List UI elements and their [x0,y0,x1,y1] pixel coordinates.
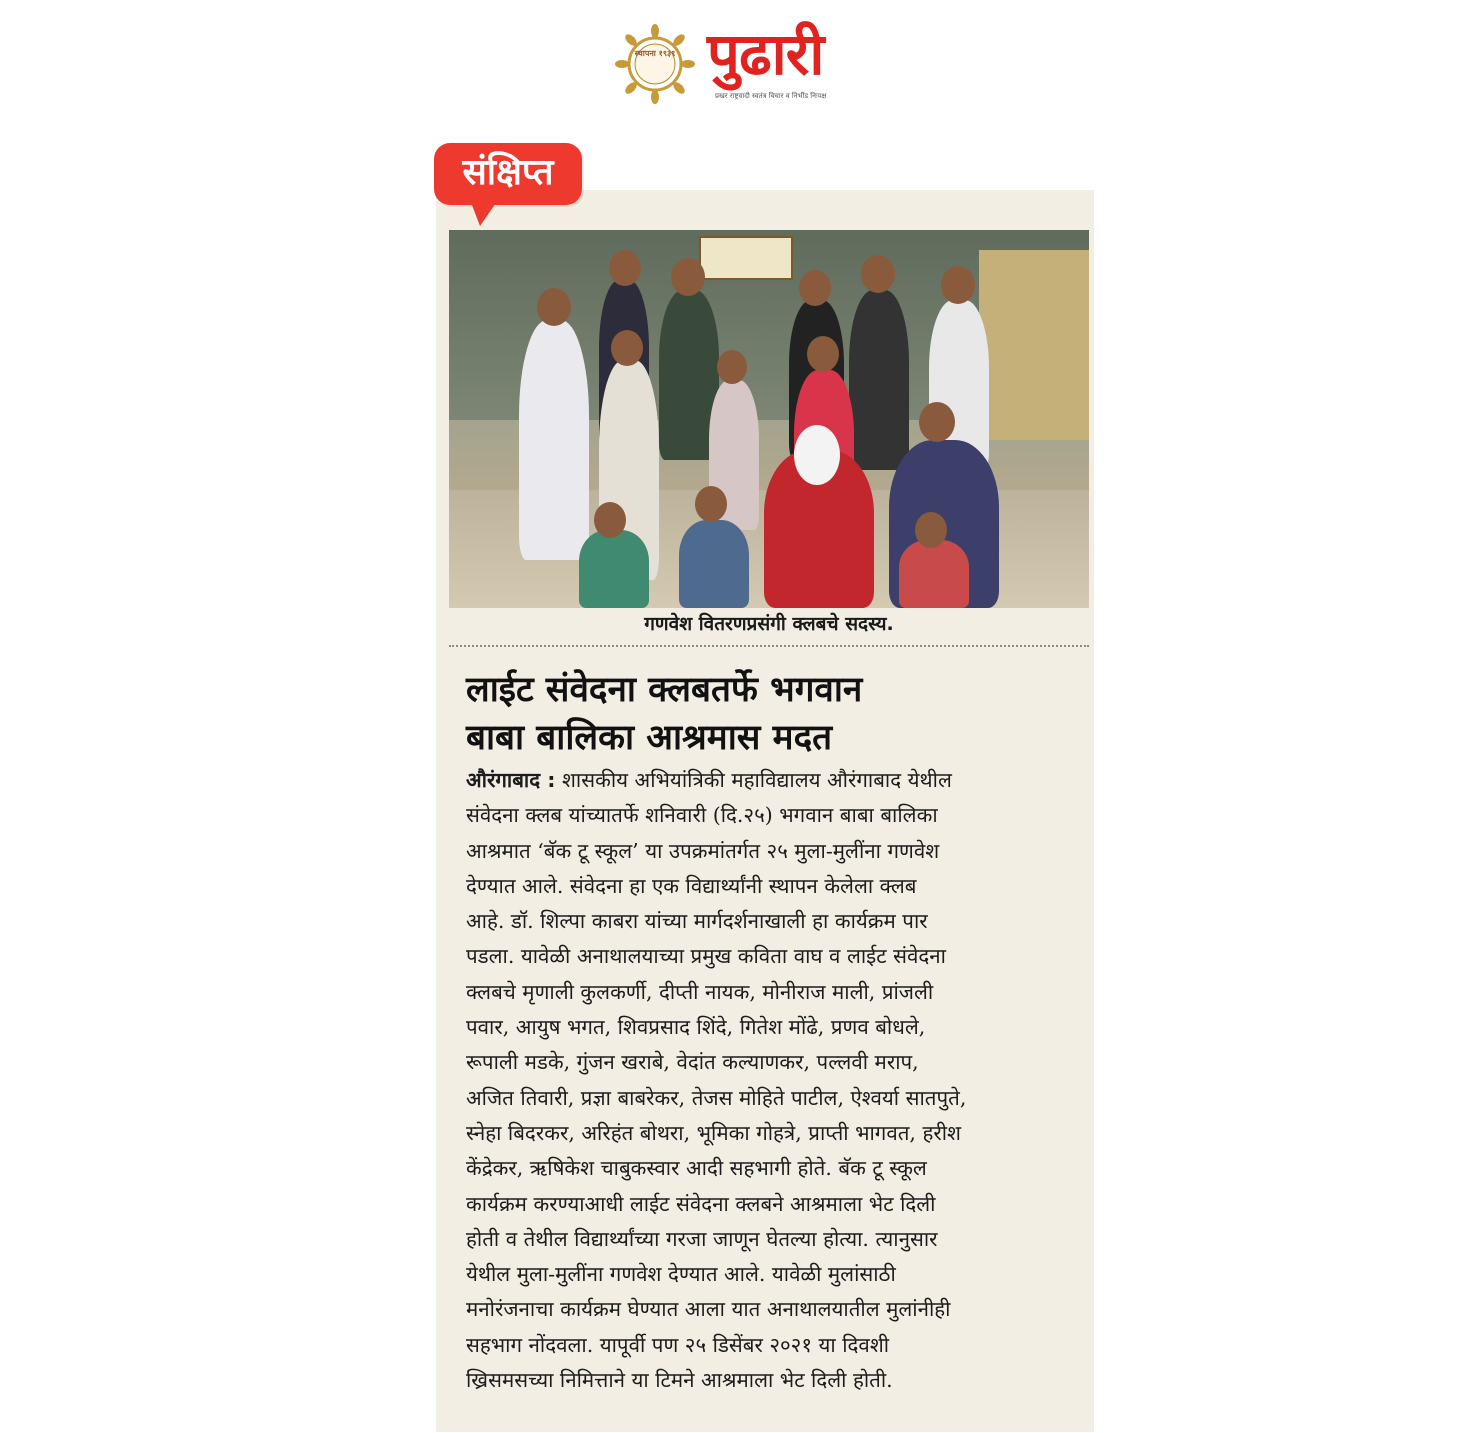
body-line: देण्यात आले. संवेदना हा एक विद्यार्थ्यांनी स्थापन केलेला क्लब [466,873,917,898]
body-line: क्लबचे मृणाली कुलकर्णी, दीप्ती नायक, मोनीराज माली, प्रांजली [466,979,934,1004]
body-line [466,763,1076,798]
photo-person-head [537,288,571,326]
body-line: रूपाली मडके, गुंजन खराबे, वेदांत कल्याणकर, पल्लवी मराप, [466,1050,919,1075]
body-line: सहभाग नोंदवला. यापूर्वी पण २५ डिसेंबर २०२१ या दिवशी [466,1332,890,1357]
body-line: आश्रमात ‘बॅक टू स्कूल’ या उपक्रमांतर्गत २५ मुला-मुलींना गणवेश [466,838,940,863]
photo-person-head [671,258,705,296]
photo-person [679,520,749,608]
caption-divider [449,645,1089,647]
body-line: संवेदना क्लब यांच्यातर्फे शनिवारी (दि.२५) भगवान बाबा बालिका [466,803,938,828]
masthead [615,20,885,104]
photo-person-head [915,512,947,548]
photo-person-head [807,336,839,372]
body-line: मनोरंजनाचा कार्यक्रम घेण्यात आला यात अनाथालयातील मुलांनीही [466,1297,951,1322]
photo-person-head [861,255,895,293]
photo-person-head [919,402,955,442]
photo-person-head [611,330,643,366]
section-tag: संक्षिप्त [462,152,554,193]
newspaper-logo: पुढारी [707,20,824,88]
body-line: पडला. यावेळी अनाथालयाच्या प्रमुख कविता वाघ व लाईट संवेदना [466,944,946,969]
body-line: केंद्रेकर, ऋषिकेश चाबुकस्वार आदी सहभागी होते. बॅक टू स्कूल [466,1156,927,1181]
body-line: होती व तेथील विद्यार्थ्यांच्या गरजा जाणून घेतल्या होत्या. त्यानुसार [466,1226,938,1251]
headline-line: लाईट संवेदना क्लबतर्फे भगवान [466,670,863,710]
photo-person-head [717,350,747,384]
photo-person [899,540,969,608]
body-line: कार्यक्रम करण्याआधी लाईट संवेदना क्लबने आश्रमाला भेट दिली [466,1191,936,1216]
photo-door [979,250,1089,440]
group-photo [449,230,1089,608]
body-line: अजित तिवारी, प्रज्ञा बाबरेकर, तेजस मोहिते पाटील, ऐश्वर्या सातपुते, [466,1085,967,1110]
photo-person-head [941,266,975,304]
body-line: पवार, आयुष भगत, शिवप्रसाद शिंदे, गितेश मोंढे, प्रणव बोधले, [466,1015,926,1040]
photo-person-head [594,502,626,538]
anniversary-seal-icon [615,24,695,104]
dateline: औरंगाबाद : [466,768,556,792]
photo-person [519,320,589,560]
photo-signboard [699,236,793,280]
body-line: येथील मुला-मुलींना गणवेश देण्यात आले. यावेळी मुलांसाठी [466,1262,896,1287]
photo-santa-beard [794,425,840,485]
body-line-text: शासकीय अभियांत्रिकी महाविद्यालय औरंगाबाद येथील [561,768,952,792]
photo-caption: गणवेश वितरणप्रसंगी क्लबचे सदस्य. [644,613,894,635]
body-line: स्नेहा बिदरकर, अरिहंत बोथरा, भूमिका गोहत्रे, प्राप्ती भागवत, हरीश [466,1120,961,1145]
article-headline [466,666,1076,762]
photo-person-head [609,250,641,286]
photo-person [579,530,649,608]
photo-person-head [695,486,727,522]
seal-text: स्थापना १९३९ [634,49,676,58]
photo-person [849,290,909,470]
newspaper-tagline: प्रखर राष्ट्रवादी स्वतंत्र विचार व निर्भीड निःपक्ष [715,92,827,100]
body-line: आहे. डॉ. शिल्पा काबरा यांच्या मार्गदर्शनाखाली हा कार्यक्रम पार [466,909,928,934]
section-tag-tail [470,200,498,226]
article-body [466,763,1076,1398]
body-line: ख्रिसमसच्या निमित्ताने या टिमने आश्रमाला भेट दिली होती. [466,1368,893,1393]
headline-line: बाबा बालिका आश्रमास मदत [466,718,833,758]
photo-person-head [799,270,831,306]
